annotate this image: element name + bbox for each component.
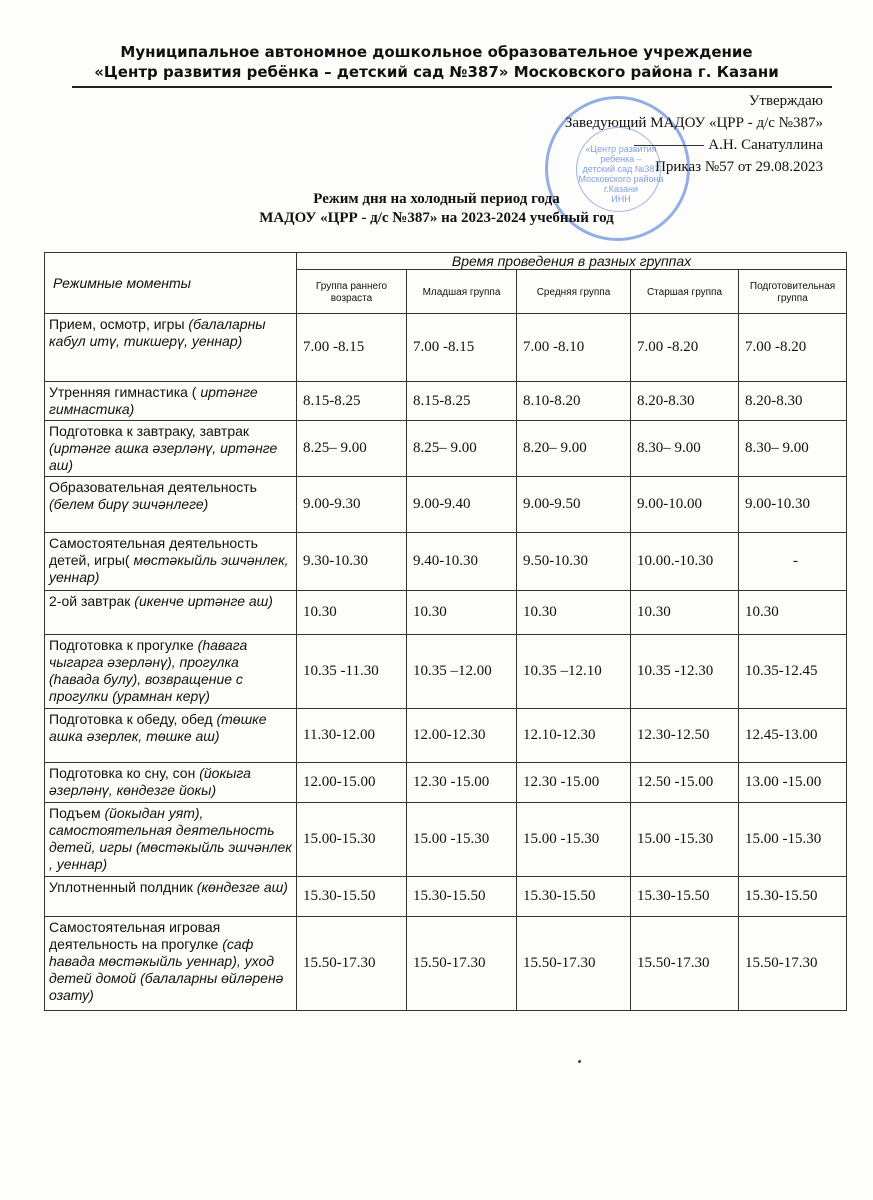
time-cell: 10.00.-10.30 — [631, 533, 739, 591]
time-cell: 15.30-15.50 — [297, 877, 407, 917]
table-row — [45, 382, 847, 421]
approval-signature-line — [565, 134, 823, 156]
table-row — [45, 635, 847, 709]
daily-schedule-table — [44, 252, 847, 1011]
time-cell: 10.35 –12.10 — [517, 635, 631, 709]
time-cell: 12.30-12.50 — [631, 709, 739, 763]
time-cell: 10.35-12.45 — [739, 635, 847, 709]
approval-line-2: Заведующий МАДОУ «ЦРР - д/с №387» — [564, 115, 823, 131]
time-cell: 9.50-10.30 — [517, 533, 631, 591]
time-cell: 12.30 -15.00 — [407, 763, 517, 803]
scan-speck — [578, 1060, 581, 1063]
time-cell: 8.25– 9.00 — [297, 421, 407, 477]
time-cell: 9.30-10.30 — [297, 533, 407, 591]
time-cell: 15.00 -15.30 — [631, 803, 739, 877]
moment-tatar-label: (иртәнге ашка әзерләнү, иртәнге аш) — [49, 440, 278, 473]
moment-tatar-label: иртәнге гимнастика) — [49, 384, 258, 417]
moment-cell — [45, 533, 297, 591]
title-line-1: Режим дня на холодный период года — [313, 191, 560, 207]
table-row — [45, 314, 847, 382]
moment-cell — [45, 763, 297, 803]
time-cell: 15.50-17.30 — [297, 917, 407, 1011]
moment-label: Прием, осмотр, игры — [49, 316, 185, 332]
table-row — [45, 917, 847, 1011]
moment-tatar-label: (йокыдан уят), самостоятельная деятельность детей, игры (мөстәкыйль эшчәнлек , уеннар) — [49, 805, 292, 872]
moment-label: Уплотненный полдник — [49, 879, 193, 895]
time-cell: 10.30 — [407, 591, 517, 635]
moment-cell — [45, 877, 297, 917]
title-line-2: МАДОУ «ЦРР - д/с №387» на 2023-2024 учебный год — [259, 210, 614, 226]
time-cell: 10.30 — [739, 591, 847, 635]
table-row — [45, 477, 847, 533]
time-cell: 12.45-13.00 — [739, 709, 847, 763]
moment-cell — [45, 314, 297, 382]
time-cell: 9.00-9.50 — [517, 477, 631, 533]
time-cell: 9.40-10.30 — [407, 533, 517, 591]
table-row — [45, 533, 847, 591]
time-cell: 7.00 -8.20 — [631, 314, 739, 382]
time-cell: 8.15-8.25 — [407, 382, 517, 421]
time-cell: 12.00-12.30 — [407, 709, 517, 763]
moment-label: Утренняя гимнастика ( — [49, 384, 197, 400]
approval-block — [565, 90, 823, 178]
time-cell: 8.25– 9.00 — [407, 421, 517, 477]
moment-tatar-label: (саф һавада мөстәкыйль уеннар), уход детей домой (балаларны өйләренә озату) — [49, 936, 284, 1003]
time-cell: 15.00 -15.30 — [739, 803, 847, 877]
group-header-3: Старшая группа — [631, 270, 739, 314]
time-cell: 9.00-10.30 — [739, 477, 847, 533]
time-cell: 15.00-15.30 — [297, 803, 407, 877]
time-cell: 11.30-12.00 — [297, 709, 407, 763]
time-cell: 13.00 -15.00 — [739, 763, 847, 803]
time-cell: 9.00-10.00 — [631, 477, 739, 533]
time-cell: 10.35 –12.00 — [407, 635, 517, 709]
moment-tatar-label: мөстәкыйль эшчәнлек, уеннар) — [49, 552, 289, 585]
time-cell: 15.00 -15.30 — [407, 803, 517, 877]
group-header-0: Группа раннего возраста — [297, 270, 407, 314]
time-cell: 10.30 — [631, 591, 739, 635]
moment-tatar-label: (икенче иртәнге аш) — [134, 593, 273, 609]
moment-label: Подготовка ко сну, сон — [49, 765, 196, 781]
moment-label: Образовательная деятельность — [49, 479, 257, 495]
moment-label: Подготовка к прогулке — [49, 637, 194, 653]
time-cell: 12.10-12.30 — [517, 709, 631, 763]
time-cell: 15.30-15.50 — [517, 877, 631, 917]
time-cell: 12.30 -15.00 — [517, 763, 631, 803]
moment-cell — [45, 477, 297, 533]
moment-tatar-label: (йокыга әзерләнү, көндезге йокы) — [49, 765, 251, 798]
table-row — [45, 421, 847, 477]
time-cell: 10.30 — [517, 591, 631, 635]
moment-cell — [45, 421, 297, 477]
time-cell: 8.20-8.30 — [631, 382, 739, 421]
time-cell: 8.15-8.25 — [297, 382, 407, 421]
approval-line-1: Утверждаю — [748, 93, 823, 109]
time-cell: 9.00-9.30 — [297, 477, 407, 533]
time-cell: 7.00 -8.15 — [407, 314, 517, 382]
time-cell: 8.20– 9.00 — [517, 421, 631, 477]
time-cell: 12.50 -15.00 — [631, 763, 739, 803]
moment-tatar-label: (балаларны кабул итү, тикшерү, уеннар) — [49, 316, 266, 349]
signature-blank — [634, 145, 704, 146]
moment-cell — [45, 803, 297, 877]
time-cell: 15.50-17.30 — [739, 917, 847, 1011]
moment-tatar-label: (һавага чыгарга әзерләнү), прогулка (һавада булу), возвращение с прогулки (урамнан керү) — [49, 637, 248, 704]
moment-tatar-label: (көндезге аш) — [196, 879, 288, 895]
time-cell: 10.35 -12.30 — [631, 635, 739, 709]
time-cell: 9.00-9.40 — [407, 477, 517, 533]
institution-line-2: «Центр развития ребёнка – детский сад №387» Московского района г. Казани — [94, 63, 779, 81]
institution-line-1: Муниципальное автономное дошкольное образовательное учреждение — [120, 43, 753, 61]
header-divider — [72, 86, 832, 88]
director-name: А.Н. Санатуллина — [708, 137, 823, 153]
moment-tatar-label: (төшке ашка әзерлек, төшке аш) — [49, 711, 267, 744]
time-cell: 7.00 -8.20 — [739, 314, 847, 382]
approval-order: Приказ №57 от 29.08.2023 — [655, 159, 823, 175]
time-cell: 8.30– 9.00 — [739, 421, 847, 477]
col-header-time-span: Время проведения в разных группах — [297, 253, 847, 270]
time-cell: 15.50-17.30 — [407, 917, 517, 1011]
time-cell: 7.00 -8.15 — [297, 314, 407, 382]
time-cell: 15.30-15.50 — [631, 877, 739, 917]
document-header — [0, 42, 873, 82]
time-cell: 15.30-15.50 — [739, 877, 847, 917]
table-row — [45, 709, 847, 763]
table-row — [45, 877, 847, 917]
time-cell: 15.00 -15.30 — [517, 803, 631, 877]
time-cell: 7.00 -8.10 — [517, 314, 631, 382]
time-cell: 10.35 -11.30 — [297, 635, 407, 709]
moment-label: Самостоятельная деятельность детей, игры( — [49, 535, 258, 568]
time-cell: 15.50-17.30 — [517, 917, 631, 1011]
group-header-4: Подготовительная группа — [739, 270, 847, 314]
time-cell: 10.30 — [297, 591, 407, 635]
table-row — [45, 763, 847, 803]
col-header-moments: Режимные моменты — [45, 253, 297, 314]
time-cell: 8.30– 9.00 — [631, 421, 739, 477]
moment-cell — [45, 382, 297, 421]
moment-label: Подъем — [49, 805, 101, 821]
moment-label: 2-ой завтрак — [49, 593, 131, 609]
time-cell: 8.10-8.20 — [517, 382, 631, 421]
moment-tatar-label: (белем бирү эшчәнлеге) — [49, 496, 209, 512]
moment-cell — [45, 635, 297, 709]
table-row — [45, 591, 847, 635]
stamp-text: «Центр развития ребенка – детский сад №387 Московского района г.Казани ИНН — [578, 144, 664, 204]
moment-cell — [45, 917, 297, 1011]
moment-cell — [45, 591, 297, 635]
moment-label: Подготовка к завтраку, завтрак — [49, 423, 250, 439]
time-cell: 15.30-15.50 — [407, 877, 517, 917]
time-cell: 15.50-17.30 — [631, 917, 739, 1011]
table-row — [45, 803, 847, 877]
time-cell: 8.20-8.30 — [739, 382, 847, 421]
moment-cell — [45, 709, 297, 763]
group-header-1: Младшая группа — [407, 270, 517, 314]
group-header-2: Средняя группа — [517, 270, 631, 314]
time-cell: - — [739, 533, 847, 591]
moment-label: Самостоятельная игровая деятельность на прогулке — [49, 919, 221, 952]
time-cell: 12.00-15.00 — [297, 763, 407, 803]
document-title — [0, 190, 873, 228]
moment-label: Подготовка к обеду, обед — [49, 711, 213, 727]
